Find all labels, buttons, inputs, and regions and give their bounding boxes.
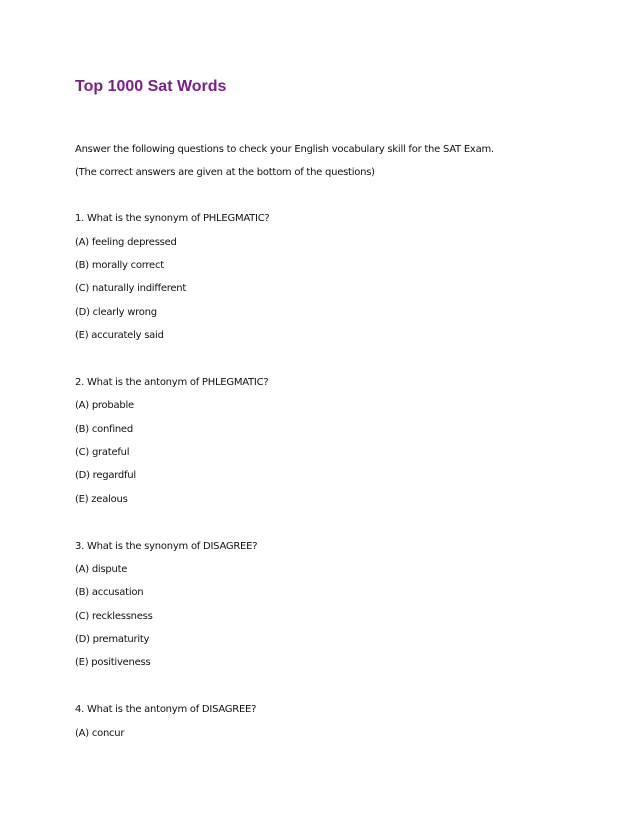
question-3: 3. What is the synonym of DISAGREE? — [75, 541, 258, 552]
question-3-option-e: (E) positiveness — [75, 657, 151, 668]
question-2: 2. What is the antonym of PHLEGMATIC? — [75, 377, 269, 388]
question-2-option-e: (E) zealous — [75, 494, 128, 505]
intro-text: Answer the following questions to check your English vocabulary skill for the SAT Exam. — [75, 144, 494, 155]
question-4: 4. What is the antonym of DISAGREE? — [75, 704, 257, 715]
intro-note: (The correct answers are given at the bottom of the questions) — [75, 167, 375, 178]
question-3-option-a: (A) dispute — [75, 564, 128, 575]
question-1-option-e: (E) accurately said — [75, 330, 164, 341]
question-2-option-d: (D) regardful — [75, 470, 136, 481]
question-2-option-b: (B) confined — [75, 424, 133, 435]
question-1-option-a: (A) feeling depressed — [75, 237, 177, 248]
question-1-option-c: (C) naturally indifferent — [75, 283, 187, 294]
question-2-option-a: (A) probable — [75, 400, 134, 411]
question-3-option-d: (D) prematurity — [75, 634, 150, 645]
question-2-option-c: (C) grateful — [75, 447, 130, 458]
question-1-option-b: (B) morally correct — [75, 260, 164, 271]
question-3-option-c: (C) recklessness — [75, 611, 153, 622]
question-3-option-b: (B) accusation — [75, 587, 144, 598]
question-1: 1. What is the synonym of PHLEGMATIC? — [75, 213, 270, 224]
question-4-option-a: (A) concur — [75, 728, 125, 739]
question-1-option-d: (D) clearly wrong — [75, 307, 157, 318]
page-title: Top 1000 Sat Words — [75, 78, 227, 95]
